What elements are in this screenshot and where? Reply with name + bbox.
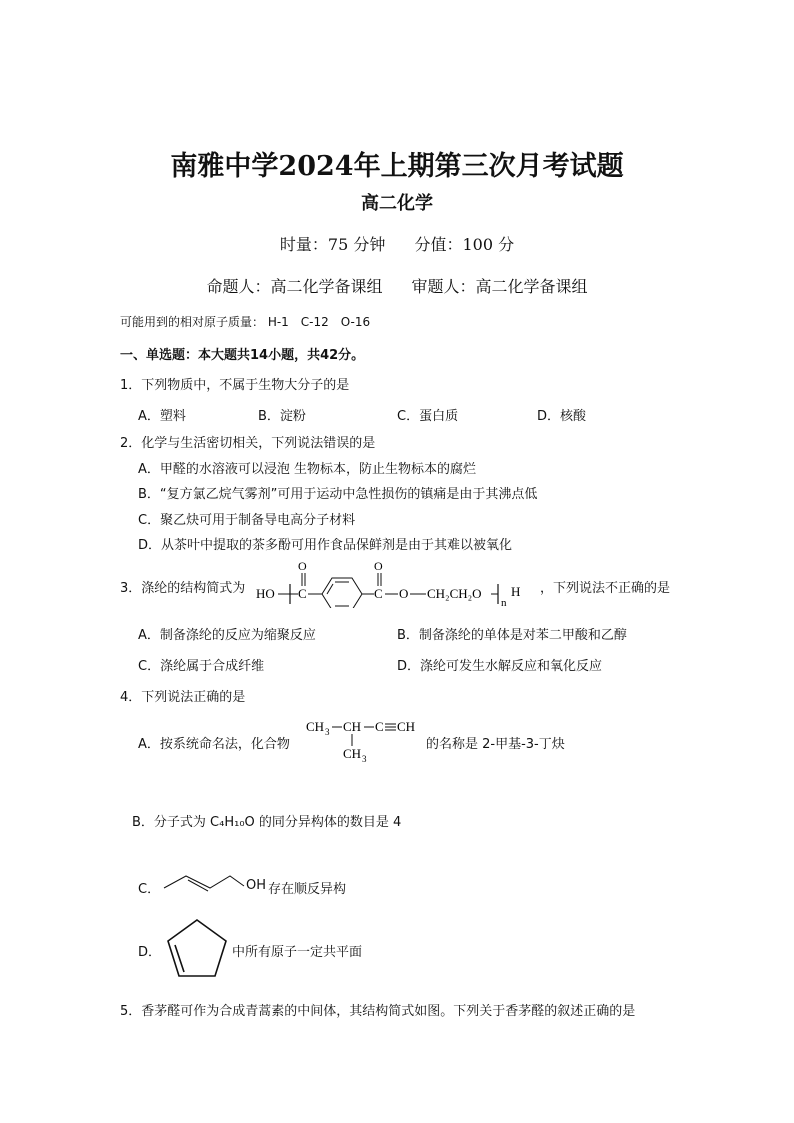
q2-option-b: B．“复方氯乙烷气雾剂”可用于运动中急性损伤的镇痛是由于其沸点低: [138, 487, 538, 502]
page-title: 南雅中学2024年上期第三次月考试题: [170, 151, 624, 182]
q4-option-c-pre: C．: [138, 882, 161, 897]
q1-stem: 1．下列物质中，不属于生物大分子的是: [120, 378, 350, 393]
reviewer: 审题人：高二化学备课组: [411, 277, 588, 296]
subject-title: 高二化学: [361, 193, 433, 214]
q4-option-a-post: 的名称是 2-甲基-3-丁炔: [426, 737, 565, 752]
formula-ho: HO: [256, 586, 275, 601]
q2-option-d: D．从茶叶中提取的茶多酚可用作食品保鲜剂是由于其难以被氧化: [138, 538, 513, 553]
formula-branch-sub: 3: [362, 754, 367, 764]
q3-option-d: D．涤纶可发生水解反应和氧化反应: [397, 659, 603, 674]
q2-option-c: C．聚乙炔可用于制备导电高分子材料: [138, 513, 356, 528]
q1-option-c: C．蛋白质: [397, 409, 459, 424]
polyester-structure-formula: [254, 556, 540, 608]
formula-sub3: 3: [325, 727, 330, 737]
formula-ch-mid: CH: [343, 719, 362, 734]
q3-option-b: B．制备涤纶的单体是对苯二甲酸和乙醇: [397, 628, 627, 643]
q3-stem-post: ，下列说法不正确的是: [540, 581, 671, 596]
exam-time: 时量：75 分钟: [279, 235, 386, 254]
q1-option-b: B．淀粉: [258, 409, 306, 424]
formula-ch-end: CH: [397, 719, 416, 734]
q3-stem-pre: 3．涤纶的结构简式为: [120, 581, 246, 596]
exam-score: 分值：100 分: [414, 235, 515, 254]
formula-c2: C: [374, 586, 383, 601]
carbon-chain: [164, 876, 244, 888]
formula-c1: C: [298, 586, 307, 601]
q4-stem: 4．下列说法正确的是: [120, 690, 246, 705]
formula-n: n: [501, 597, 507, 608]
q5-stem: 5．香茅醛可作为合成青蒿素的中间体，其结构简式如图。下列关于香茅醛的叙述正确的是: [120, 1004, 636, 1019]
exam-authors: [0, 274, 794, 297]
formula-o2: O: [374, 559, 383, 573]
butenol-skeletal-formula: [160, 868, 246, 898]
formula-chain: CH₂CH₂O: [427, 586, 482, 601]
q4-option-d-pre: D．: [138, 945, 162, 960]
q3-option-c: C．涤纶属于合成纤维: [138, 659, 265, 674]
alkyne-structure-formula: [304, 714, 426, 764]
q1-option-a: A．塑料: [138, 409, 186, 424]
formula-branch: CH: [343, 746, 362, 761]
section-heading: 一、单选题：本大题共14小题，共42分。: [120, 348, 365, 363]
q4-option-c-oh: OH: [246, 878, 267, 893]
q4-option-d-post: 中所有原子一定共平面: [232, 945, 363, 960]
exam-time-score: [0, 232, 794, 255]
formula-ch: CH: [306, 719, 325, 734]
formula-o3: O: [399, 586, 409, 601]
formula-c: C: [375, 719, 384, 734]
formula-o1: O: [298, 559, 307, 573]
q4-option-a-pre: A．按系统命名法，化合物: [138, 737, 290, 752]
q4-option-b: B．分子式为 C₄H₁₀O 的同分异构体的数目是 4: [132, 815, 402, 830]
cyclopentene-skeletal-formula: [163, 916, 231, 980]
q4-option-c-post: 存在顺反异构: [268, 882, 347, 897]
q3-option-a: A．制备涤纶的反应为缩聚反应: [138, 628, 316, 643]
atomic-masses: 可能用到的相对原子质量： H-1 C-12 O-16: [120, 315, 371, 329]
formula-h: H: [511, 584, 521, 599]
q1-option-d: D．核酸: [537, 409, 587, 424]
q2-stem: 2．化学与生活密切相关，下列说法错误的是: [120, 436, 376, 451]
setter: 命题人：高二化学备课组: [206, 277, 383, 296]
q2-option-a: A．甲醛的水溶液可以浸泡 生物标本，防止生物标本的腐烂: [138, 462, 477, 477]
